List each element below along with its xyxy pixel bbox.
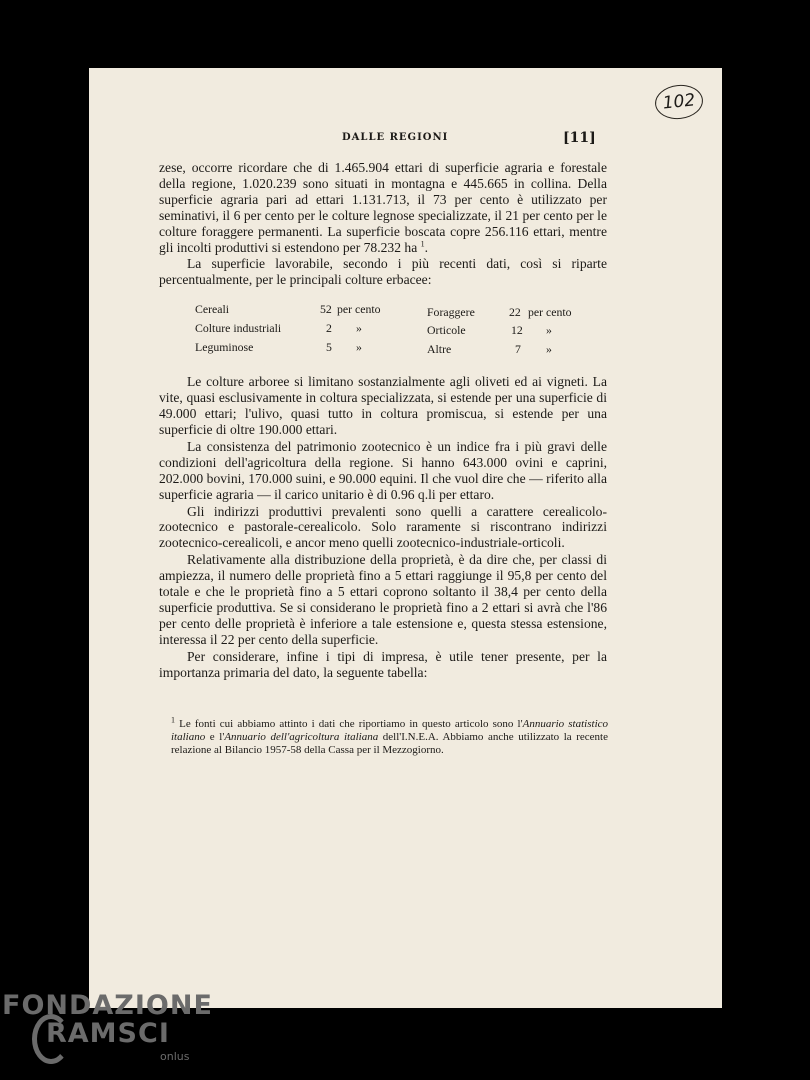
paragraph: Le colture arboree si limitano sostanzialmente agli oliveti ed ai vigneti. La vite, quasi esclusivamente in coltura specializzata, si estende per una superficie di 49.000 ettari; l'ulivo, quasi tutto in coltura promiscua, si estende per una superficie di oltre 190.000 ettari. [159, 374, 607, 437]
page-number: [11] [563, 130, 596, 146]
crop-name: Cereali [195, 302, 230, 317]
crop-value: 5 [326, 340, 332, 355]
crop-name: Foraggere [427, 305, 475, 320]
crop-unit: » [546, 342, 552, 357]
paragraph: zese, occorre ricordare che di 1.465.904 ettari di superficie agraria e forestale della regione, 1.020.239 sono situati in montagna e 445.665 in collina. Della superficie agraria pari ad ettari 1.131.713, il 73 per cento è utilizzato per seminativi, il 6 per cento per le colture legnose specializzate, il 21 per cento per le colture foraggere permanenti. La superficie boscata copre 256.116 ettari, mentre gli incolti produttivi si estendono per 78.232 ha $^1$. [159, 160, 607, 255]
document-page [89, 68, 722, 1008]
crop-value: 52 [320, 302, 332, 317]
crop-unit: » [356, 340, 362, 355]
crop-unit: » [356, 321, 362, 336]
paragraph: La consistenza del patrimonio zootecnico è un indice fra i più gravi delle condizioni dell'agricoltura della regione. Si hanno 643.000 ovini e caprini, 202.000 bovini, 170.000 suini, e 90.000 equini. Il che vuol dire che — riferito alla superficie agraria — il carico unitario è di 0.96 q.li per ettaro. [159, 438, 607, 502]
paragraph: Gli indirizzi produttivi prevalenti sono quelli a carattere cerealicolo-zootecnico e pastorale-cerealicolo. Solo raramente si riscontrano indirizzi zootecnico-cerealicoli, e ancor meno quelli zootecnico-industriale-orticoli. [159, 503, 607, 551]
archive-stamp: 102 [653, 83, 704, 122]
footnote: $^1$ Le fonti cui abbiamo attinto i dati che riportiamo in questo articolo sono l'Annuario statistico italiano e l'Annuario dell'agricoltura italiana dell'I.N.E.A. Abbiamo anche utilizzato la recente relazione al Bilancio 1957-58 della Cassa per il Mezzogiorno. [171, 715, 609, 756]
crop-name: Altre [427, 342, 452, 357]
crops-table [195, 302, 615, 358]
footnote-ref: 1 [420, 239, 425, 248]
crop-unit: per cento [528, 305, 572, 320]
crop-name: Orticole [427, 323, 466, 338]
body-text [159, 160, 607, 681]
crop-name: Colture industriali [195, 321, 282, 336]
crop-unit: per cento [337, 302, 381, 317]
crop-value: 7 [515, 342, 521, 357]
paragraph: Per considerare, infine i tipi di impresa, è utile tener presente, per la importanza primaria del dato, la seguente tabella: [159, 648, 607, 680]
fondazione-gramsci-logo: FONDAZIONE RAMSCI onlus [2, 990, 213, 1063]
crop-value: 22 [509, 305, 521, 320]
running-header: DALLE REGIONI [342, 132, 449, 143]
crop-name: Leguminose [195, 340, 254, 355]
crop-value: 2 [326, 321, 332, 336]
crop-value: 12 [511, 323, 523, 338]
paragraph: La superficie lavorabile, secondo i più recenti dati, così si riparte percentualmente, per le principali colture erbacee: [159, 256, 607, 288]
crop-unit: » [546, 323, 552, 338]
footnote-marker: 1 [171, 715, 175, 725]
paragraph: Relativamente alla distribuzione della proprietà, è da dire che, per classi di ampiezza, il numero delle proprietà fino a 5 ettari raggiunge il 95,8 per cento del totale e che le proprietà fino a 5 ettari coprono soltanto il 38,4 per cento della superficie produttiva. Se si considerano le proprietà fino a 2 ettari si avrà che l'86 per cento delle proprietà è inferiore a tale estensione e, questa stessa estensione, interessa il 22 per cento della superficie. [159, 552, 607, 647]
